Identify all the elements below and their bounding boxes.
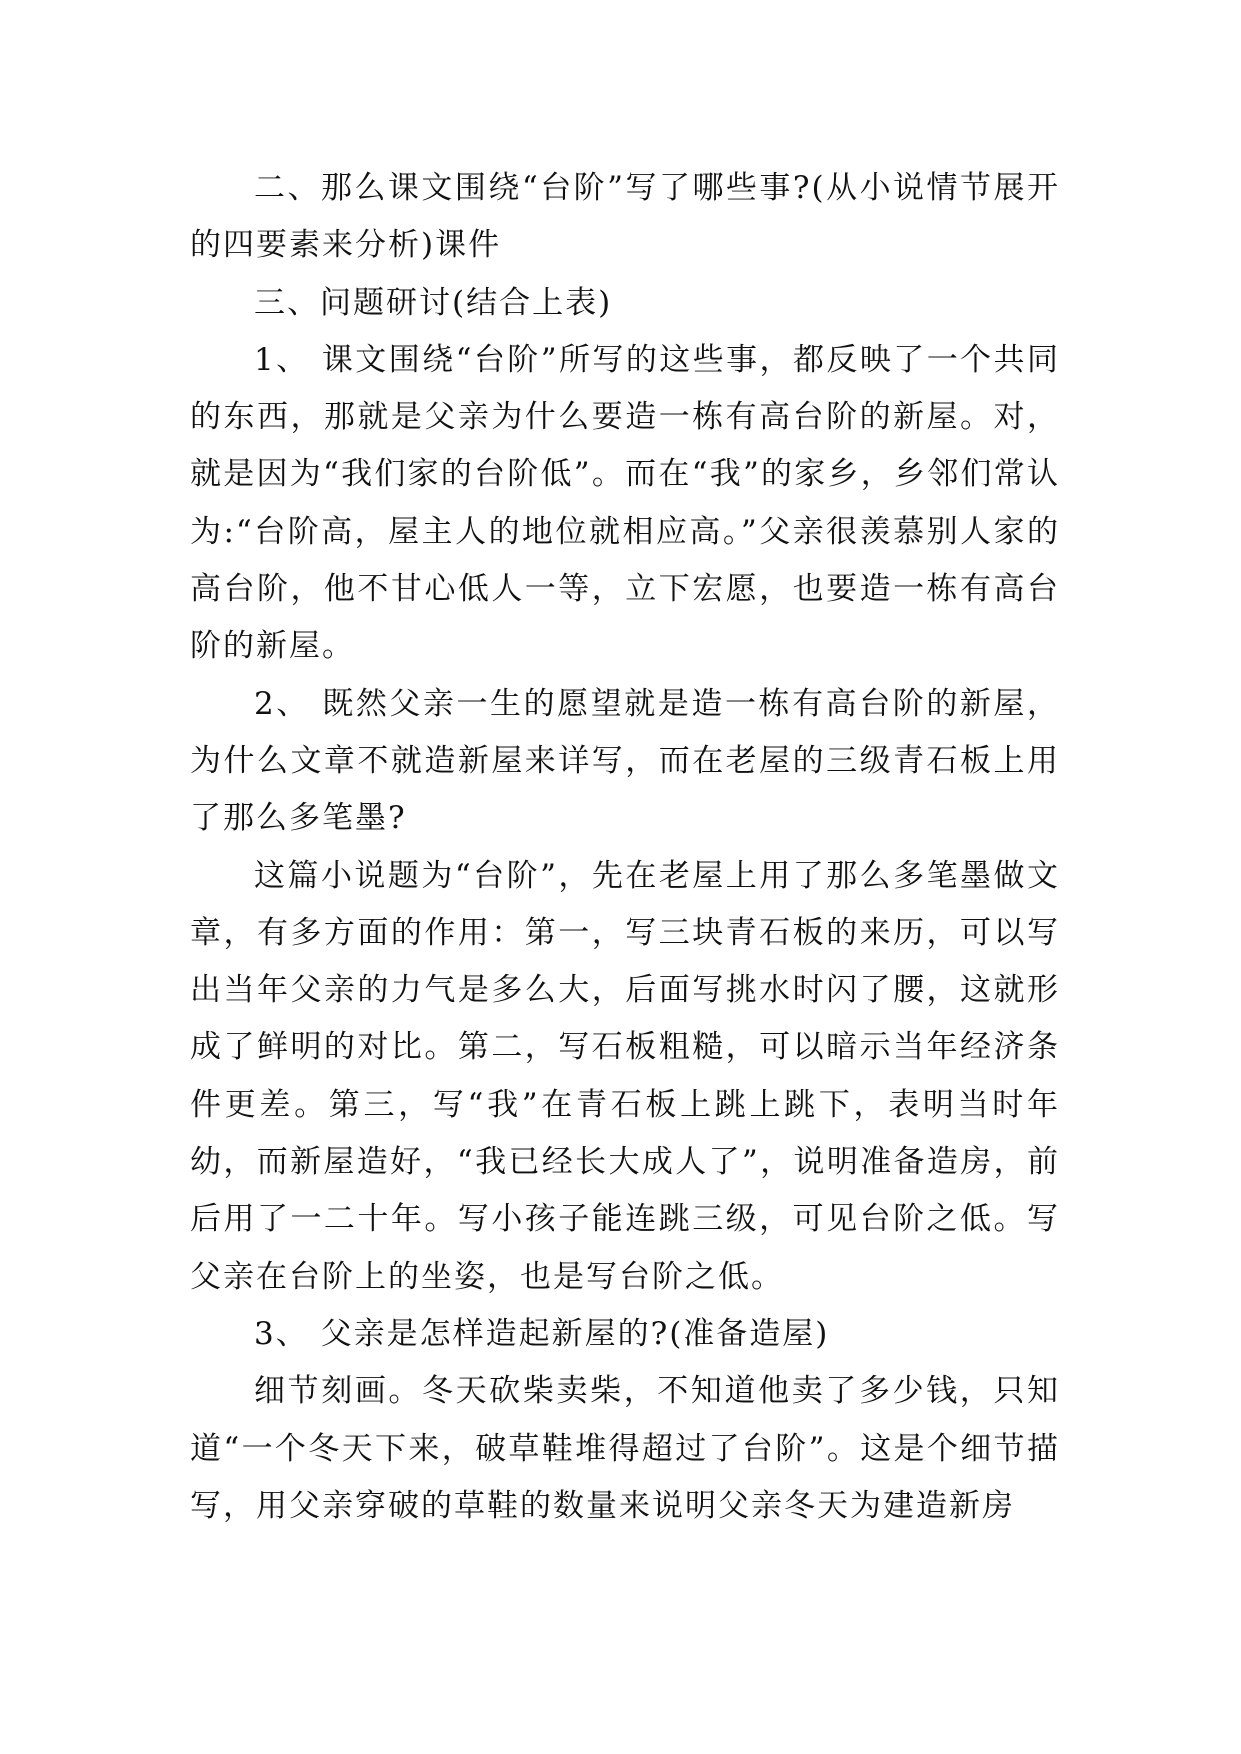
paragraph-detail: 细节刻画。冬天砍柴卖柴，不知道他卖了多少钱，只知道“一个冬天下来，破草鞋堆得超过了台阶”。这是个细节描写，用父亲穿破的草鞋的数量来说明父亲冬天为建造新房	[190, 1373, 1060, 1524]
paragraph-question-two: 二、那么课文围绕“台阶”写了哪些事?(从小说情节展开的四要素来分析)课件	[190, 170, 1060, 264]
document-page	[190, 160, 1060, 1535]
paragraph-answer-two: 这篇小说题为“台阶”，先在老屋上用了那么多笔墨做文章，有多方面的作用：第一，写三块青石板的来历，可以写出当年父亲的力气是多么大，后面写挑水时闪了腰，这就形成了鲜明的对比。第二，写石板粗糙，可以暗示当年经济条件更差。第三，写“我”在青石板上跳上跳下，表明当时年幼，而新屋造好，“我已经长大成人了”，说明准备造房，前后用了一二十年。写小孩子能连跳三级，可见台阶之低。写父亲在台阶上的坐姿，也是写台阶之低。	[190, 857, 1060, 1295]
paragraph-item-one: 1、 课文围绕“台阶”所写的这些事，都反映了一个共同的东西，那就是父亲为什么要造一栋有高台阶的新屋。对，就是因为“我们家的台阶低”。而在“我”的家乡，乡邻们常认为:“台阶高，屋主人的地位就相应高。”父亲很羡慕别人家的高台阶，他不甘心低人一等，立下宏愿，也要造一栋有高台阶的新屋。	[190, 341, 1060, 665]
paragraph-item-three: 3、 父亲是怎样造起新屋的?(准备造屋)	[254, 1315, 830, 1352]
paragraph-question-three: 三、问题研讨(结合上表)	[254, 284, 613, 321]
paragraph-item-two: 2、 既然父亲一生的愿望就是造一栋有高台阶的新屋，为什么文章不就造新屋来详写，而在老屋的三级青石板上用了那么多笔墨?	[190, 685, 1060, 837]
